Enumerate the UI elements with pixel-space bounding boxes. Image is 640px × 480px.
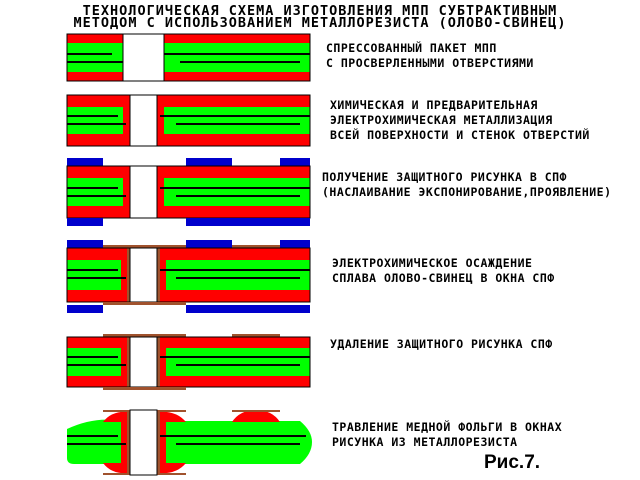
step-6-description <box>332 420 562 450</box>
step-6-line-2: РИСУНКА ИЗ МЕТАЛЛОРЕЗИСТА <box>332 435 518 449</box>
dielectric-right <box>166 421 312 464</box>
plated-hole <box>130 410 157 475</box>
figure-caption: Рис.7. <box>484 452 541 473</box>
pcb-stack-6 <box>67 410 312 475</box>
dielectric-left <box>67 420 121 464</box>
step-2-line-3: ВСЕЙ ПОВЕРХНОСТИ И СТЕНОК ОТВЕРСТИЙ <box>330 128 590 142</box>
step-3-line-2: (НАСЛАИВАНИЕ ЭКСПОНИРОВАНИЕ,ПРОЯВЛЕНИЕ) <box>322 185 612 199</box>
step-5-line-1: УДАЛЕНИЕ ЗАЩИТНОГО РИСУНКА СПФ <box>330 337 553 351</box>
step-2-line-2: ЭЛЕКТРОХИМИЧЕСКАЯ МЕТАЛЛИЗАЦИЯ <box>330 113 553 127</box>
step-4-line-2: СПЛАВА ОЛОВО-СВИНЕЦ В ОКНА СПФ <box>332 271 555 285</box>
step-1-line-2: С ПРОСВЕРЛЕННЫМИ ОТВЕРСТИЯМИ <box>326 56 534 70</box>
diagram-title-line-1: ТЕХНОЛОГИЧЕСКАЯ СХЕМА ИЗГОТОВЛЕНИЯ МПП СУБТРАКТИВНЫМ <box>82 3 558 19</box>
step-3-line-1: ПОЛУЧЕНИЕ ЗАЩИТНОГО РИСУНКА В СПФ <box>322 170 567 184</box>
step-4-line-1: ЭЛЕКТРОХИМИЧЕСКОЕ ОСАЖДЕНИЕ <box>332 256 533 270</box>
diagram-title-line-2: МЕТОДОМ С ИСПОЛЬЗОВАНИЕМ МЕТАЛЛОРЕЗИСТА (ОЛОВО-СВИНЕЦ) <box>73 15 567 31</box>
step-2-line-1: ХИМИЧЕСКАЯ И ПРЕДВАРИТЕЛЬНАЯ <box>330 98 538 112</box>
step-6-line-1: ТРАВЛЕНИЕ МЕДНОЙ ФОЛЬГИ В ОКНАХ <box>332 420 563 434</box>
step-1-line-1: СПРЕССОВАННЫЙ ПАКЕТ МПП <box>326 41 497 55</box>
